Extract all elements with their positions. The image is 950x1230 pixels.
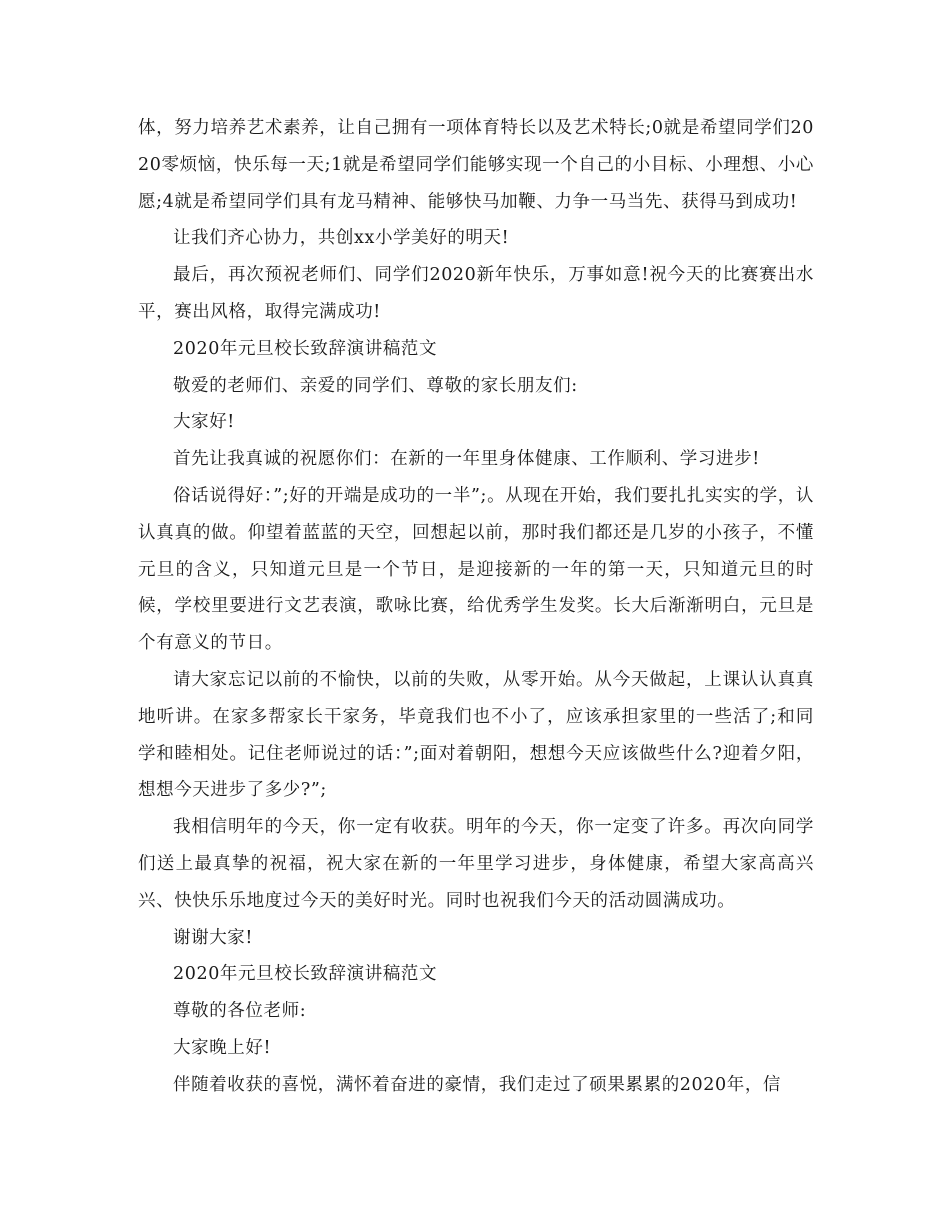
paragraph: 首先让我真诚的祝愿你们：在新的一年里身体健康、工作顺利、学习进步! — [173, 449, 760, 470]
salutation: 敬爱的老师们、亲爱的同学们、尊敬的家长朋友们: — [173, 375, 578, 396]
paragraph: 我相信明年的今天，你一定有收获。明年的今天，你一定变了许多。再次向同学们送上最真挚的祝福，祝大家在新的一年里学习进步，身体健康，希望大家高高兴兴、快快乐乐地度过今天的美好时光。同时也祝我们今天的活动圆满成功。 — [138, 817, 814, 911]
salutation: 尊敬的各位老师: — [173, 1001, 307, 1022]
paragraph: 伴随着收获的喜悦，满怀着奋进的豪情，我们走过了硕果累累的2020年，信 — [173, 1074, 782, 1095]
paragraph: 俗话说得好：”;好的开端是成功的一半”;。从现在开始，我们要扎扎实实的学，认认真真的做。仰望着蓝蓝的天空，回想起以前，那时我们都还是几岁的小孩子，不懂元旦的含义，只知道元旦是一个节日，是迎接新的一年的第一天，只知道元旦的时候，学校里要进行文艺表演，歌咏比赛，给优秀学生发奖。长大后渐渐明白，元旦是个有意义的节日。 — [138, 485, 814, 654]
greeting: 大家晚上好! — [173, 1037, 272, 1058]
section-title: 2020年元旦校长致辞演讲稿范文 — [173, 338, 438, 359]
section-title: 2020年元旦校长致辞演讲稿范文 — [173, 964, 438, 985]
document-body — [138, 110, 814, 1104]
paragraph: 请大家忘记以前的不愉快，以前的失败，从零开始。从今天做起，上课认认真真地听讲。在家多帮家长干家务，毕竟我们也不小了，应该承担家里的一些活了;和同学和睦相处。记住老师说过的话：”;面对着朝阳，想想今天应该做些什么?迎着夕阳，想想今天进步了多少?”; — [138, 669, 814, 801]
paragraph: 体，努力培养艺术素养，让自己拥有一项体育特长以及艺术特长;0就是希望同学们2020零烦恼，快乐每一天;1就是希望同学们能够实现一个自己的小目标、小理想、小心愿;4就是希望同学们具有龙马精神、能够快马加鞭、力争一马当先、获得马到成功! — [138, 118, 814, 212]
greeting: 大家好! — [173, 412, 235, 433]
closing: 谢谢大家! — [173, 927, 254, 948]
paragraph: 让我们齐心协力，共创xx小学美好的明天! — [173, 228, 510, 249]
paragraph: 最后，再次预祝老师们、同学们2020新年快乐，万事如意!祝今天的比赛赛出水平，赛出风格，取得完满成功! — [138, 265, 814, 322]
